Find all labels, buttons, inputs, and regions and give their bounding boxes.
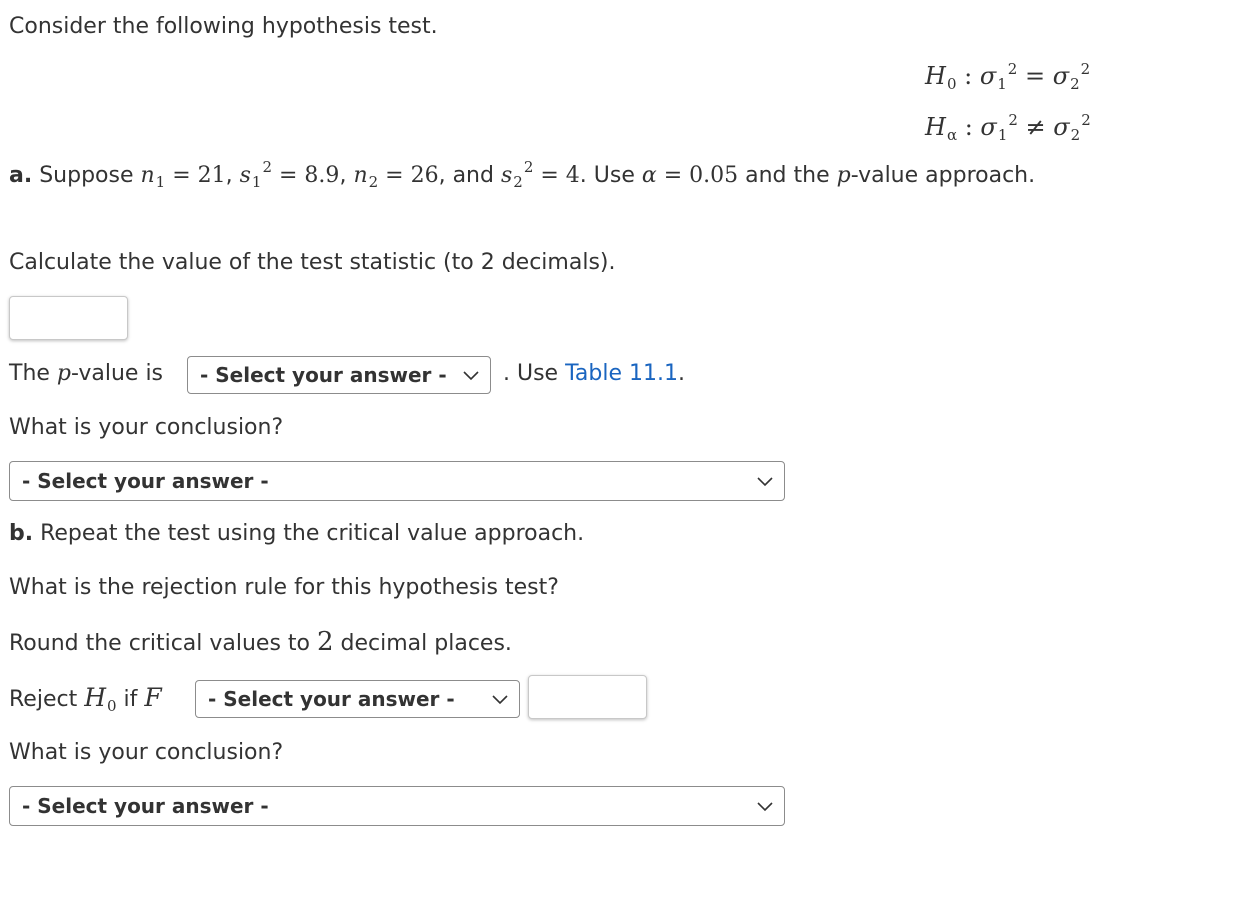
conclusion-prompt-a: What is your conclusion? [9, 415, 284, 440]
approach-text: -value approach. [850, 163, 1036, 188]
pvalue-suffix-text: -value is [71, 361, 164, 386]
chevron-down-icon [491, 693, 509, 705]
part-b-label: b. [9, 521, 34, 546]
conclusion-select-b[interactable] [9, 786, 785, 826]
part-b-text: Repeat the test using the critical value approach. [33, 521, 585, 546]
s2-value: = 4 [533, 163, 580, 188]
calc-prompt: Calculate the value of the test statistic (to 2 decimals). [9, 250, 616, 275]
conclusion-select-a[interactable] [9, 461, 785, 501]
s1-symbol: s [239, 163, 251, 188]
conclusion-select-a-value: - Select your answer - [22, 469, 269, 493]
use-table-prefix: . Use [503, 361, 566, 386]
chevron-down-icon [462, 369, 480, 381]
h0-sigma2: σ [1052, 62, 1070, 90]
h0-sigma2-sub: 2 [1070, 75, 1080, 93]
ha-sigma2: σ [1053, 113, 1070, 141]
ha-symbol: H [925, 113, 946, 141]
comma-3: , [438, 163, 453, 188]
rejection-rule-select-value: - Select your answer - [208, 687, 455, 711]
rejection-rule-select[interactable] [195, 680, 520, 718]
ha-sigma1-sup: 2 [1008, 111, 1018, 129]
s2-sup: 2 [523, 158, 534, 176]
round-prompt-before: Round the critical values to [9, 631, 317, 656]
ha-sigma2-sub: 2 [1070, 126, 1081, 144]
reject-text: Reject [9, 687, 85, 712]
s2-sub: 2 [513, 173, 523, 191]
conclusion-select-b-value: - Select your answer - [22, 794, 269, 818]
ha-colon: : [957, 113, 981, 141]
s1-value: = 8.9 [272, 163, 340, 188]
ha-sigma1: σ [980, 113, 997, 141]
intro-text: Consider the following hypothesis test. [9, 14, 438, 39]
pvalue-prefix [9, 361, 163, 386]
n2-value: = 26 [378, 163, 439, 188]
and-text: and [452, 163, 501, 188]
table-11-1-link[interactable]: Table 11.1 [565, 361, 678, 386]
round-prompt-number: 2 [317, 627, 334, 657]
use-table-text [503, 361, 685, 386]
use-text: . Use [579, 163, 642, 188]
ha-sigma1-sub: 1 [997, 126, 1008, 144]
suppose-text: Suppose [32, 163, 141, 188]
alpha-symbol: α [641, 163, 657, 188]
h0-sigma2-sup: 2 [1080, 60, 1091, 78]
part-b-statement [9, 521, 584, 546]
h0-sigma1-sup: 2 [1007, 60, 1018, 78]
rejection-prompt: What is the rejection rule for this hypothesis test? [9, 575, 559, 600]
round-prompt [9, 627, 512, 657]
pvalue-prefix-text: The [9, 361, 57, 386]
ha-sigma2-sup: 2 [1081, 111, 1091, 129]
h0-sigma1: σ [979, 62, 997, 90]
test-statistic-input[interactable] [9, 296, 128, 340]
null-hypothesis [925, 60, 1091, 93]
f-symbol: F [144, 683, 162, 712]
pvalue-select[interactable] [187, 356, 491, 394]
part-a-statement [9, 158, 1036, 191]
chevron-down-icon [756, 475, 774, 487]
n1-symbol: n [140, 163, 155, 188]
s1-sub: 1 [251, 173, 262, 191]
alternative-hypothesis [925, 111, 1091, 144]
h0-relation: = [1017, 62, 1053, 90]
ha-subscript: α [946, 126, 958, 144]
p-symbol: p [836, 163, 851, 188]
n2-sub: 2 [368, 173, 379, 191]
comma-2: , [339, 163, 354, 188]
pvalue-p-symbol: p [56, 361, 72, 386]
alpha-value: = 0.05 [656, 163, 739, 188]
part-a-label: a. [9, 163, 33, 188]
if-text: if [116, 687, 145, 712]
h0-sigma1-sub: 1 [997, 75, 1007, 93]
n1-sub: 1 [155, 173, 166, 191]
n1-value: = 21 [165, 163, 226, 188]
comma-1: , [225, 163, 240, 188]
round-prompt-after: decimal places. [333, 631, 512, 656]
and-the-text: and the [738, 163, 837, 188]
h0-subscript: 0 [946, 75, 957, 93]
h0-symbol: H [925, 62, 946, 90]
ha-relation: ≠ [1017, 113, 1054, 141]
conclusion-prompt-b: What is your conclusion? [9, 740, 284, 765]
pvalue-select-value: - Select your answer - [200, 363, 447, 387]
s1-sup: 2 [262, 158, 273, 176]
s2-symbol: s [500, 163, 513, 188]
n2-symbol: n [353, 163, 368, 188]
reject-h-sub: 0 [107, 697, 117, 715]
h0-colon: : [956, 62, 980, 90]
chevron-down-icon [756, 800, 774, 812]
critical-value-input[interactable] [528, 675, 647, 719]
reject-h-symbol: H [84, 683, 107, 712]
reject-rule-label [9, 683, 162, 715]
use-table-period: . [677, 361, 685, 386]
